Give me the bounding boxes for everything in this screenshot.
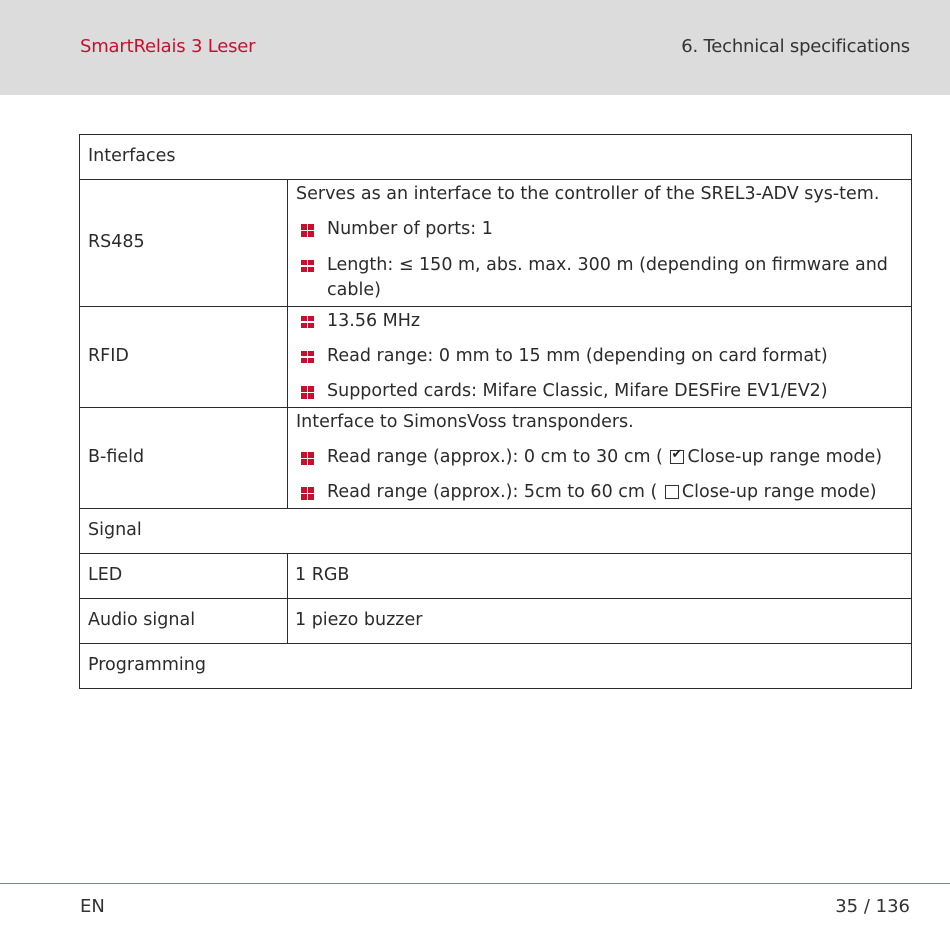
row-label-rfid: RFID [80,306,288,407]
list-item [296,445,903,470]
table-row-bfield [80,407,912,508]
table-row-rfid [80,306,912,407]
section-heading-programming: Programming [80,643,912,688]
row-label-led: LED [80,553,288,598]
bullet-text: Supported cards: Mifare Classic, Mifare DESFire EV1/EV2) [327,381,828,402]
bullet-text: Length: ≤ 150 m, abs. max. 300 m (depending on firmware and cable) [327,254,888,301]
bullet-text-post: Close-up range mode) [681,482,877,503]
row-label-audio: Audio signal [80,598,288,643]
row-value-bfield [288,407,912,508]
section-row-signal [80,508,912,553]
bullet-text-pre: Read range (approx.): 0 cm to 30 cm ( [327,447,663,467]
section-heading-interfaces: Interfaces [80,135,912,180]
red-square-bullet-icon [301,487,314,500]
row-value-led: 1 RGB [288,553,912,598]
list-item [296,217,903,242]
red-square-bullet-icon [301,452,314,465]
red-square-bullet-icon [301,224,314,237]
red-square-bullet-icon [301,316,314,329]
list-item [296,344,903,369]
table-row-rs485 [80,180,912,307]
rs485-intro: Serves as an interface to the controller of the SREL3-ADV sys-tem. [296,184,880,204]
row-value-audio: 1 piezo buzzer [288,598,912,643]
table-row-led [80,553,912,598]
footer-language: EN [80,896,105,917]
bullet-text: Read range: 0 mm to 15 mm (depending on card format) [327,345,828,366]
section-heading-signal: Signal [80,508,912,553]
bullet-text: 13.56 MHz [327,310,421,331]
row-label-rs485: RS485 [80,180,288,307]
checkbox-checked-icon [670,450,684,464]
section-row-interfaces [80,135,912,180]
bullet-text: Number of ports: 1 [327,219,493,240]
specifications-table [79,134,912,689]
bullet-text-pre: Read range (approx.): 5cm to 60 cm ( [327,482,658,503]
page-header [0,0,950,95]
red-square-bullet-icon [301,260,314,273]
bullet-text-post: Close-up range mode) [687,447,883,467]
list-item [296,379,903,404]
list-item [296,253,903,304]
row-label-bfield: B-field [80,407,288,508]
page-number: 35 / 136 [835,896,910,917]
table-row-audio [80,598,912,643]
red-square-bullet-icon [301,386,314,399]
list-item [296,480,903,505]
checkbox-unchecked-icon [665,485,679,499]
red-square-bullet-icon [301,351,314,364]
footer-divider [0,883,950,884]
chapter-title: 6. Technical specifications [681,36,910,57]
brand-title: SmartRelais 3 Leser [80,36,256,57]
row-value-rfid [288,306,912,407]
bfield-intro: Interface to SimonsVoss transponders. [296,411,634,432]
list-item [296,309,903,334]
section-row-programming [80,643,912,688]
row-value-rs485 [288,180,912,307]
